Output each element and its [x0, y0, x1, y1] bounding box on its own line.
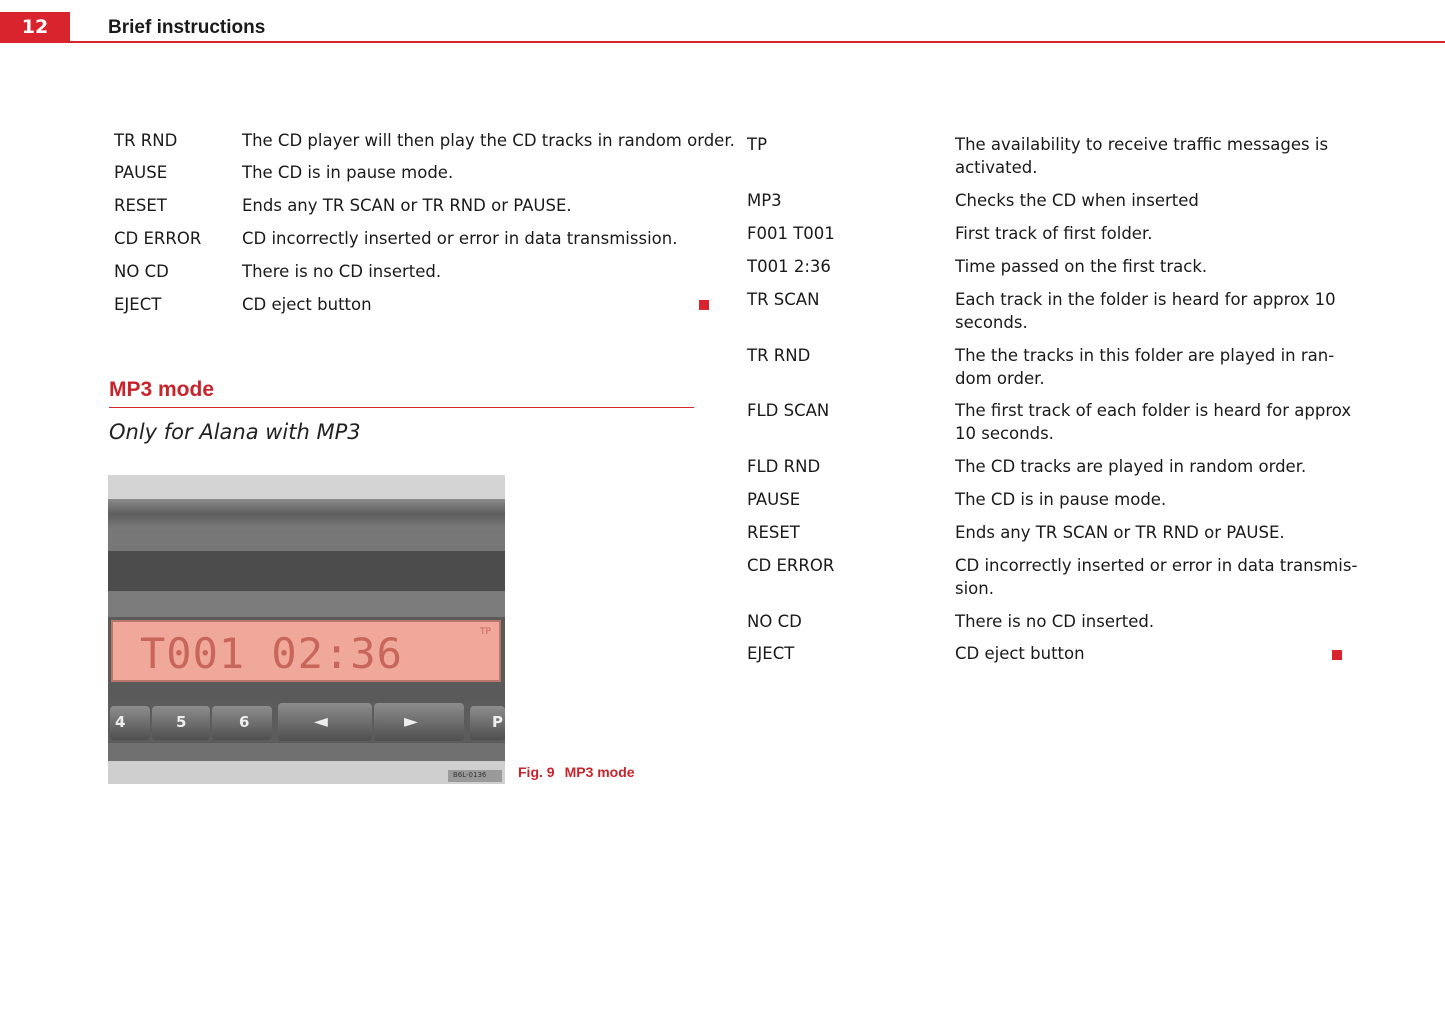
- term: TR SCAN: [747, 290, 820, 309]
- description: First track of first folder.: [955, 224, 1153, 243]
- description: The availability to receive traffic messages is activated.: [955, 135, 1329, 177]
- button-label-6: 6: [239, 713, 250, 731]
- term: EJECT: [114, 295, 162, 314]
- term: CD ERROR: [747, 556, 835, 575]
- description: CD eject button: [955, 644, 1085, 663]
- term: NO CD: [747, 612, 802, 631]
- description: Each track in the folder is heard for approx 10 seconds.: [955, 290, 1336, 332]
- description: The first track of each folder is heard for approx 10 seconds.: [955, 401, 1352, 443]
- section-title: MP3 mode: [109, 378, 215, 401]
- term: EJECT: [747, 644, 795, 663]
- description: The CD is in pause mode.: [242, 163, 454, 182]
- page-number: 12: [0, 12, 70, 42]
- seek-back-icon: ◄: [314, 711, 328, 732]
- section-end-marker: [1332, 650, 1342, 660]
- term: TR RND: [747, 346, 811, 365]
- term: FLD SCAN: [747, 401, 830, 420]
- description: CD incorrectly inserted or error in data transmission.: [242, 229, 678, 248]
- term: CD ERROR: [114, 229, 202, 248]
- term: RESET: [114, 196, 167, 215]
- description: The the tracks in this folder are played in ran- dom order.: [955, 346, 1335, 388]
- seek-forward-icon: ►: [404, 711, 418, 732]
- section-rule: [109, 407, 694, 408]
- term: TR RND: [114, 131, 178, 150]
- figure-code: B6L-0136: [453, 771, 487, 779]
- lcd-text: T001 02:36: [140, 629, 403, 678]
- term: PAUSE: [747, 490, 801, 509]
- term: F001 T001: [747, 224, 835, 243]
- button-label-5: 5: [176, 713, 187, 731]
- right-term-table: [747, 133, 1358, 673]
- term: TP: [747, 135, 768, 154]
- page-header: [0, 0, 1445, 44]
- left-term-table: [114, 129, 735, 329]
- term: FLD RND: [747, 457, 821, 476]
- description: The CD is in pause mode.: [955, 490, 1167, 509]
- term: MP3: [747, 191, 782, 210]
- radio-display-figure: [108, 475, 505, 784]
- term: T001 2:36: [747, 257, 831, 276]
- button-label-4: 4: [115, 713, 126, 731]
- description: CD incorrectly inserted or error in data transmis- sion.: [955, 556, 1358, 598]
- description: There is no CD inserted.: [955, 612, 1155, 631]
- description: Ends any TR SCAN or TR RND or PAUSE.: [242, 196, 572, 215]
- section-end-marker: [699, 300, 709, 310]
- figure-caption: [518, 764, 635, 780]
- description: Checks the CD when inserted: [955, 191, 1199, 210]
- description: There is no CD inserted.: [242, 262, 442, 281]
- description: Ends any TR SCAN or TR RND or PAUSE.: [955, 523, 1285, 542]
- term: PAUSE: [114, 163, 168, 182]
- description: The CD player will then play the CD tracks in random order.: [242, 131, 735, 150]
- term: NO CD: [114, 262, 169, 281]
- term: RESET: [747, 523, 800, 542]
- figure-number: Fig. 9: [518, 764, 555, 780]
- description: The CD tracks are played in random order.: [955, 457, 1307, 476]
- page-title: Brief instructions: [108, 17, 266, 38]
- description: CD eject button: [242, 295, 372, 314]
- button-label-p: P: [492, 713, 503, 731]
- figure-caption-text: MP3 mode: [564, 764, 635, 780]
- section-subtitle: Only for Alana with MP3: [109, 420, 361, 444]
- seek-forward-button: [374, 703, 464, 741]
- lcd-indicator: TP: [480, 627, 491, 637]
- description: Time passed on the first track.: [955, 257, 1208, 276]
- header-rule: [0, 41, 1445, 43]
